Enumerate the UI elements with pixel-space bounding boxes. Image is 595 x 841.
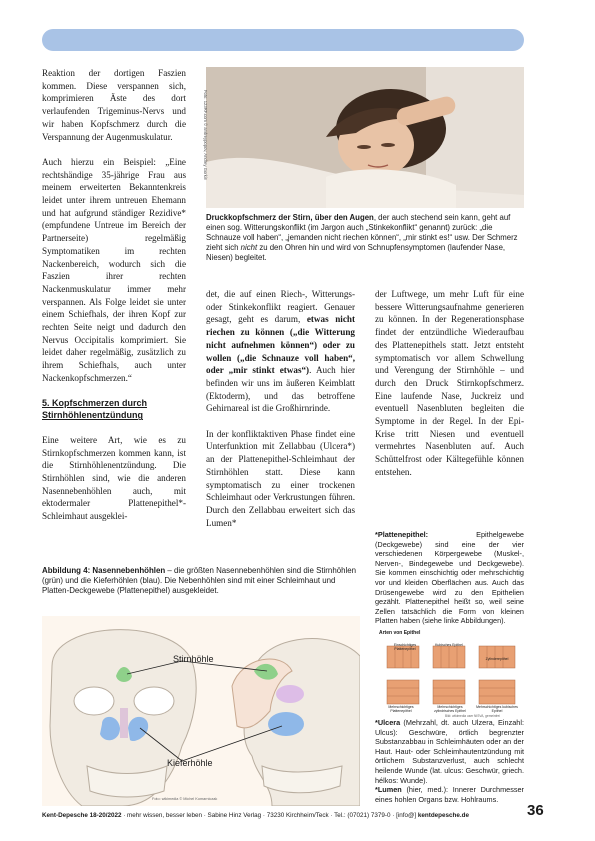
glossary-term: *Ulcera <box>375 718 401 727</box>
paragraph: Eine weitere Art, wie es zu Stirnkopfschmerzen kommen kann, ist die Stirnhöhlenentzündung. Die Stirnhöhlen sind, wie die anderen Nasennebenhöhlen auch, mit ektodermaler Plattenepithel*-Schleimhaut ausgeklei- <box>42 434 186 522</box>
glossary-text: (Mehrzahl, dt. auch Ulzera, Einzahl: Ulcus): Geschwüre, örtlich begrenzter Substanzabbau in Schleimhäuten oder an der Haut. Haut- oder Schleimhautentzündung mit örtlichem Substanzverlust, auch schlecht heilende Wunde (lat. ulcus: Geschwür, griech. hélkos: Wunde). <box>375 718 524 785</box>
top-banner-bar <box>42 29 524 51</box>
epithelium-label: Mehrschichtiges Plattenepithel <box>388 705 414 713</box>
glossary-text: (hier, med.): Innerer Durchmesser eines hohlen Organs bzw. Hohlraums. <box>375 785 524 804</box>
epithelium-figure <box>375 628 524 720</box>
text-column-3 <box>375 288 524 479</box>
paragraph: Auch hierzu ein Beispiel: „Eine rechtshändige 35-jährige Frau aus meinem erweiterten Bekanntenkreis leidet unter ihrem untreuen Ehemann und hat aufgrund ständiger Rezidive* (empfundene Untreue im Bereich der Partnerseite) regelmäßig Symptomatiken im rechten Nackenbereich, wodurch sich die Faszien ihrer rechten Nackenmuskulatur immer mehr verspannen. Als Folge leidet sie unter einem Schiefhals, der ihren Kopf zur rechten Seite neigt und dadurch den Nervus Occipitalis komprimiert. Sie leidet daher regelmäßig, zusätzlich zu ihrem Schiefhals, auch unter Nackenkopfschmerzen.“ <box>42 156 186 383</box>
woman-headache-illustration <box>206 67 524 208</box>
footer-site: kentdepesche.de <box>417 812 469 819</box>
text-column-1 <box>42 67 186 523</box>
footer-issue: Kent-Depesche 18-20/2022 <box>42 812 122 819</box>
epithelium-title: Arten von Epithel <box>379 630 421 636</box>
epithelium-label: Mehrschichtiges zylindrisches Epithel <box>434 705 466 713</box>
paragraph: In der konfliktaktiven Phase findet eine Unterfunktion mit Zellabbau (Ulcera*) an der Plattenepithel-Schleimhaut der Stirnhöhlen statt. Diese kann symptomatisch zu einer trockenen Schleimhaut oder Verkrustungen führen. Durch den Zellabbau erweitert sich das Lumen* <box>206 428 355 528</box>
sinus-illustration <box>42 616 360 806</box>
glossary-term: *Lumen <box>375 785 402 794</box>
caption-bold: Druckkopfschmerz der Stirn, über den Augen <box>206 213 374 222</box>
paragraph <box>206 288 355 415</box>
glossary-lumen <box>375 785 524 804</box>
figure-caption-text: – die größten Nasennebenhöhlen sind die Stirnhöhlen (grün) und die Kieferhöhlen (blau). Die Nebenhöhlen sind mit einer Schleimhaut und Platten-Deckgewebe (Plattenepithel) ausgekleidet. <box>42 566 357 596</box>
epithelium-label: Mehrschichtiges kubisches Epithel <box>476 705 518 713</box>
epithelium-credit: Bild: wikimedia user NISVA, gemeinfrei <box>445 714 501 718</box>
page-number: 36 <box>527 802 544 819</box>
footer-text: · mehr wissen, besser leben · Sabine Hinz Verlag · 73230 Kirchheim/Teck · Tel.: (07021) 7379-0 · [info@] <box>121 812 418 819</box>
photo-caption <box>206 213 524 263</box>
epithelium-label: Zylinderepithel <box>485 657 509 661</box>
caption-italic: nicht <box>240 243 258 253</box>
paragraph-part: det, die auf einen Riech-, Witterungs- oder Stinkekonflikt reagiert. Genauer gesagt, geht es darum, <box>206 289 355 325</box>
section-heading: 5. Kopfschmerzen durch Stirnhöhlenentzündung <box>42 398 148 421</box>
paragraph-bold: etwas nicht riechen zu können („die Witterung nicht aufnehmen können“) oder zu wollen („die Schnauze voll haben“, oder „mir stinkt etwas“) <box>206 314 355 376</box>
caption-text: , der auch stechend sein kann, geht auf einen sog. Witterungskonflikt (im Jargon auch „Stinkekonflikt“ genannt) zurück: „die Schnauze voll haben“, „jemanden nicht riechen können“, „mir stinkt es!“ usw. Der Schmerz zieht sich <box>206 213 518 253</box>
label-frontal-sinus: Stirnhöhle <box>173 654 214 664</box>
glossary-plattenepithel <box>375 530 524 626</box>
figure-4-caption <box>42 566 360 596</box>
paragraph: Reaktion der dortigen Faszien kommen. Diese verspannen sich, komprimieren Äste des dort verlaufenden Trigeminus-Nervs und wir haben Kopfschmerz durch die Verspannung der Augenmuskulatur. <box>42 68 186 142</box>
headache-photo <box>206 67 524 208</box>
glossary-term: *Plattenepithel: <box>375 530 429 539</box>
skull-sinus-diagram <box>42 616 360 806</box>
figure-label: Abbildung 4: Nasennebenhöhlen <box>42 566 166 575</box>
text-column-2 <box>206 288 355 529</box>
label-maxillary-sinus: Kieferhöhle <box>167 758 213 768</box>
epithelium-label: Kubisches Epithel <box>435 643 463 647</box>
epithelium-label: Einschichtiges Plattenepithel <box>393 643 417 651</box>
paragraph-part: . Auch hier befinden wir uns im äußeren Keimblatt (Ektoderm), und das betroffene Gehirnareal ist die Großhirnrinde. <box>206 365 355 414</box>
photo-credit: Foto: 123RF.com © andreypopov, Andrey Gorkin <box>203 90 208 181</box>
page-footer <box>42 812 512 820</box>
paragraph: der Luftwege, um mehr Luft für eine bessere Witterungsaufnahme generieren zu können. In der Regenerationsphase findet der entzündliche Wiederaufbau des Plattenepithels statt. Jetzt entsteht symptomatisch vor allem Schwellung und Verengung der Stirnhöhle – und durch den Druck Stirnkopfschmerz. Eine laufende Nase, Juckreiz und eventuell Nasenbluten begleiten die Symptome in der Regel. In der Epi-Krise tritt Niesen und eventuell vermehrtes Nasenbluten auf. Auch Schüttelfrost oder Kältegefühle können entstehen. <box>375 289 524 477</box>
glossary-ulcera <box>375 718 524 785</box>
illustration-credit: Foto: wikimedia © Michel Komarniczak <box>152 797 218 801</box>
caption-text-2: zu den Ohren hin und wird von Schnupfensymptomen (laufender Nase, Niesen) begleitet. <box>206 243 506 263</box>
glossary-text: Epithelgewebe (Deckgewebe) sind eine der vier verschiedenen Körpergewebe (Muskel-, Nerven-, Bindegewebe und Deckgewebe). Sie kommen einschichtig oder mehrschichtig vor und kleiden Oberflächen aus. Auch das Drüsengewebe wird zu den Epithelien gezählt. Plattenepithel heißt so, weil seine Zellen tatsächlich die Form von kleinen Platten haben (siehe linke Abbildungen). <box>375 530 524 626</box>
